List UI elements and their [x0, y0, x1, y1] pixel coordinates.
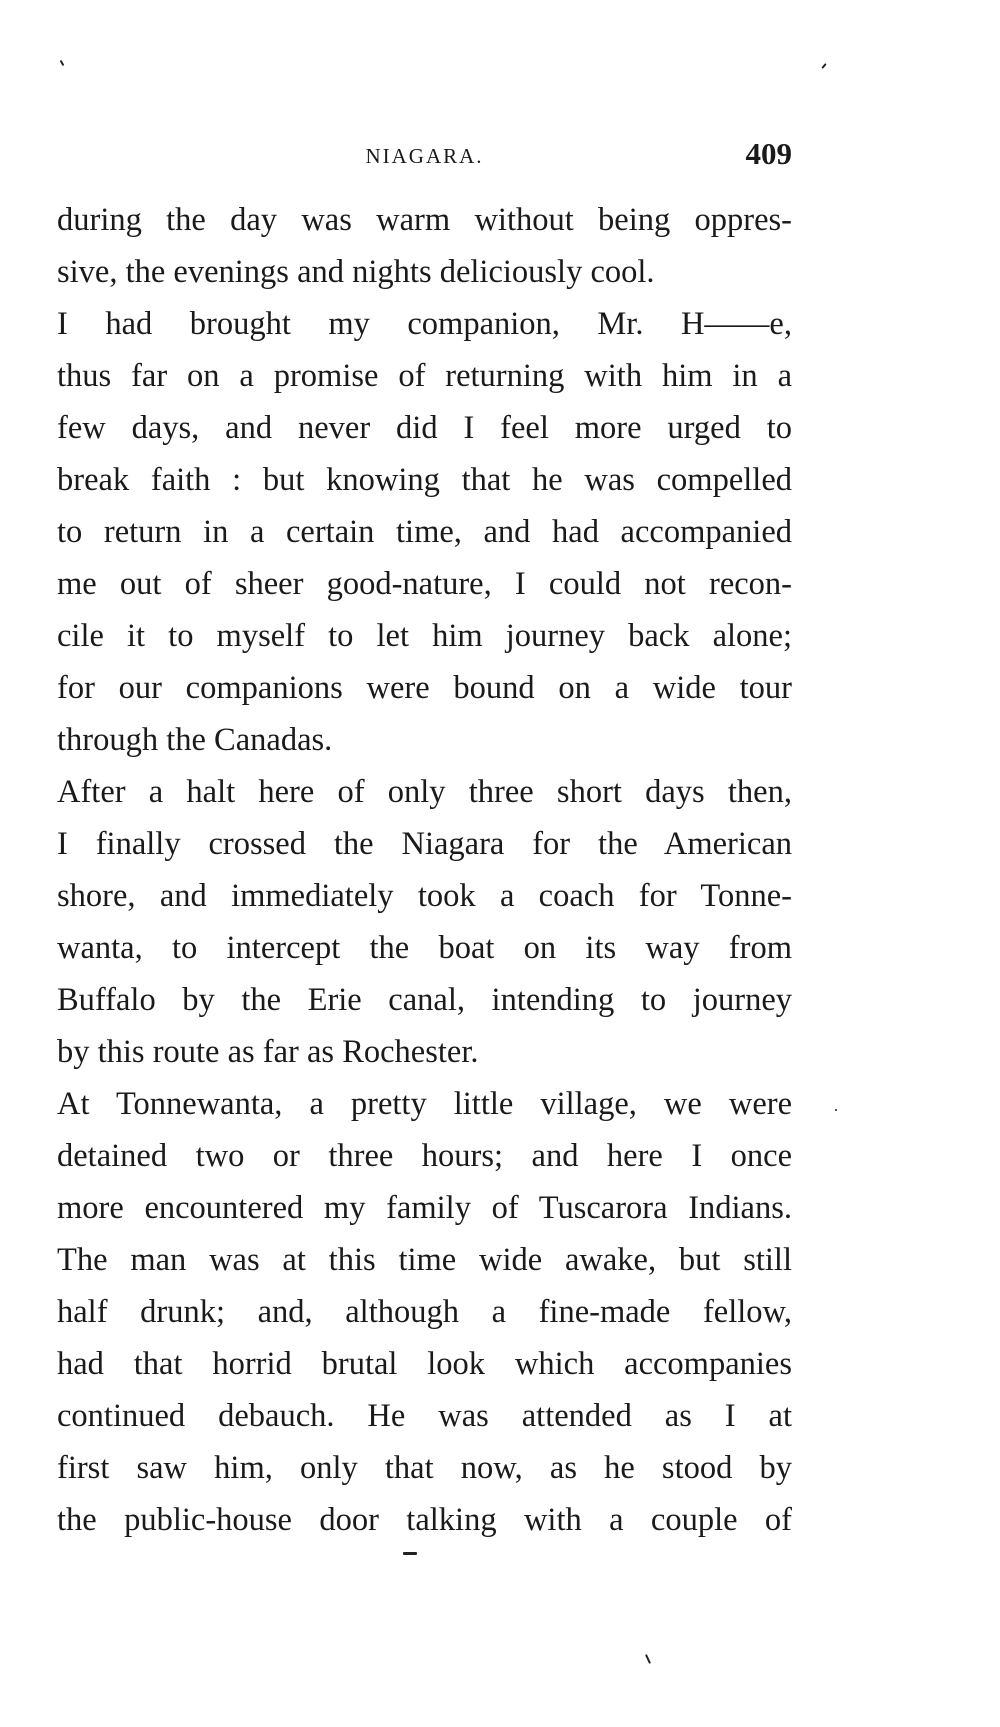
text-line: continued debauch. He was attended as I at [57, 1398, 792, 1434]
text-line: through the Canadas. [57, 722, 333, 758]
paragraph [57, 1078, 792, 1546]
text-line: After a halt here of only three short days then, [57, 774, 792, 810]
text-line: had that horrid brutal look which accompanies [57, 1346, 792, 1382]
page-number: 409 [745, 136, 792, 171]
paragraph [57, 194, 792, 298]
page-header [57, 136, 792, 176]
paragraph [57, 298, 792, 766]
text-line: half drunk; and, although a fine-made fellow, [57, 1294, 792, 1330]
running-head: NIAGARA. [365, 144, 484, 168]
text-line: wanta, to intercept the boat on its way from [57, 930, 792, 966]
text-line: I had brought my companion, Mr. H——e, [57, 306, 792, 342]
text-line: cile it to myself to let him journey back alone; [57, 618, 792, 654]
text-line: the public-house door talking with a couple of [57, 1502, 792, 1538]
text-line: The man was at this time wide awake, but still [57, 1242, 792, 1278]
text-line: me out of sheer good-nature, I could not recon- [57, 566, 792, 602]
body-text [57, 194, 792, 1546]
text-line: At Tonnewanta, a pretty little village, we were [57, 1086, 792, 1122]
print-speck [60, 60, 65, 66]
text-line: to return in a certain time, and had accompanied [57, 514, 792, 550]
print-speck [821, 63, 826, 69]
text-line: thus far on a promise of returning with him in a [57, 358, 792, 394]
text-line: I finally crossed the Niagara for the American [57, 826, 792, 862]
text-line: sive, the evenings and nights deliciously cool. [57, 254, 655, 290]
text-line: by this route as far as Rochester. [57, 1034, 479, 1070]
text-line: first saw him, only that now, as he stood by [57, 1450, 792, 1486]
text-line: Buffalo by the Erie canal, intending to journey [57, 982, 792, 1018]
print-speck [403, 1552, 417, 1555]
print-speck [645, 1654, 651, 1664]
text-line: for our companions were bound on a wide tour [57, 670, 792, 706]
text-line: few days, and never did I feel more urged to [57, 410, 792, 446]
text-line: break faith : but knowing that he was compelled [57, 462, 792, 498]
text-line: during the day was warm without being oppres- [57, 202, 792, 238]
text-line: detained two or three hours; and here I once [57, 1138, 792, 1174]
text-line: shore, and immediately took a coach for Tonne- [57, 878, 792, 914]
print-speck [835, 1109, 837, 1111]
text-line: more encountered my family of Tuscarora Indians. [57, 1190, 792, 1226]
paragraph [57, 766, 792, 1078]
